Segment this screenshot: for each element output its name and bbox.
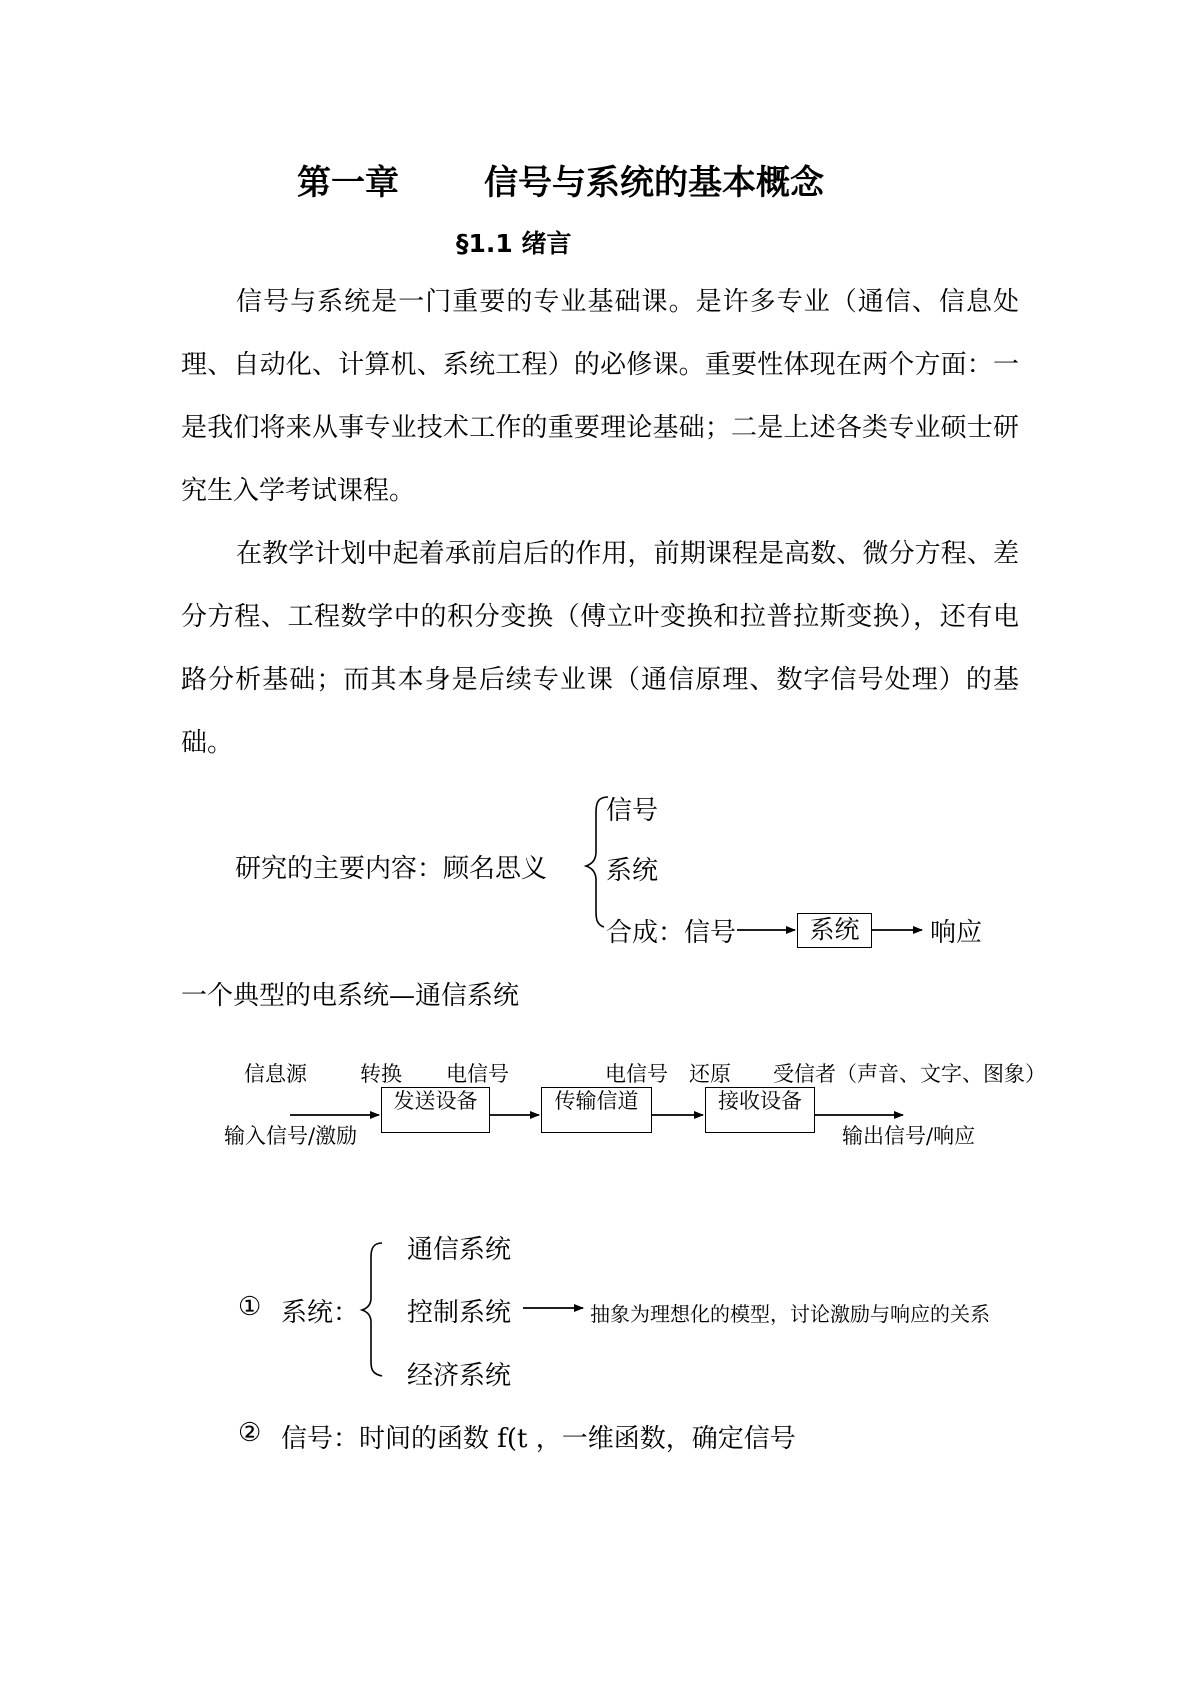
research-brace [586, 797, 608, 927]
chapter-number: 第一章 [297, 163, 399, 203]
systems-brace [362, 1243, 382, 1376]
section-heading: §1.1 绪言 [456, 229, 572, 258]
systems-marker: ① [238, 1292, 262, 1322]
output-signal-label: 输出信号/响应 [842, 1124, 976, 1148]
transmitter-label: 发送设备 [393, 1089, 478, 1113]
signal-marker: ② [238, 1418, 262, 1448]
label-electric-signal-2: 电信号 [605, 1062, 668, 1086]
research-label: 研究的主要内容：顾名思义 [235, 854, 548, 884]
paragraph-curriculum: 在教学计划中起着承前启后的作用，前期课程是高数、微分方程、差分方程、工程数学中的积分变换（傅立叶变换和拉普拉斯变换），还有电路分析基础；而其本身是后续专业课（通信原理、数字信号处理）的基础。 [181, 539, 1019, 758]
system-item-control: 控制系统 [407, 1298, 512, 1328]
system-item-economic: 经济系统 [407, 1361, 512, 1391]
label-convert: 转换 [360, 1062, 402, 1086]
channel-label: 传输信道 [554, 1089, 639, 1113]
paragraph-intro: 信号与系统是一门重要的专业基础课。是许多专业（通信、信息处理、自动化、计算机、系统工程）的必修课。重要性体现在两个方面：一是我们将来从事专业技术工作的重要理论基础；二是上述各类专业硕士研究生入学考试课程。 [181, 287, 1019, 506]
label-info-source: 信息源 [244, 1062, 307, 1086]
label-receiver: 受信者（声音、文字、图象） [773, 1062, 1046, 1086]
label-electric-signal-1: 电信号 [446, 1062, 509, 1086]
input-signal-label: 输入信号/激励 [224, 1124, 358, 1148]
synthesis-prefix: 合成：信号 [606, 918, 737, 948]
label-restore: 还原 [689, 1062, 731, 1086]
synthesis-system-label: 系统 [809, 915, 860, 944]
receiver-label: 接收设备 [718, 1089, 802, 1113]
system-model-note: 抽象为理想化的模型，讨论激励与响应的关系 [590, 1302, 990, 1326]
comm-system-heading: 一个典型的电系统—通信系统 [181, 981, 520, 1011]
research-item-system: 系统 [606, 856, 659, 886]
research-item-signal: 信号 [606, 796, 659, 826]
system-item-communication: 通信系统 [407, 1235, 512, 1265]
chapter-title: 信号与系统的基本概念 [484, 163, 824, 203]
signal-text: 信号：时间的函数 f(t ，一维函数，确定信号 [281, 1424, 796, 1454]
systems-label: 系统： [281, 1298, 360, 1328]
synthesis-output: 响应 [930, 918, 983, 948]
